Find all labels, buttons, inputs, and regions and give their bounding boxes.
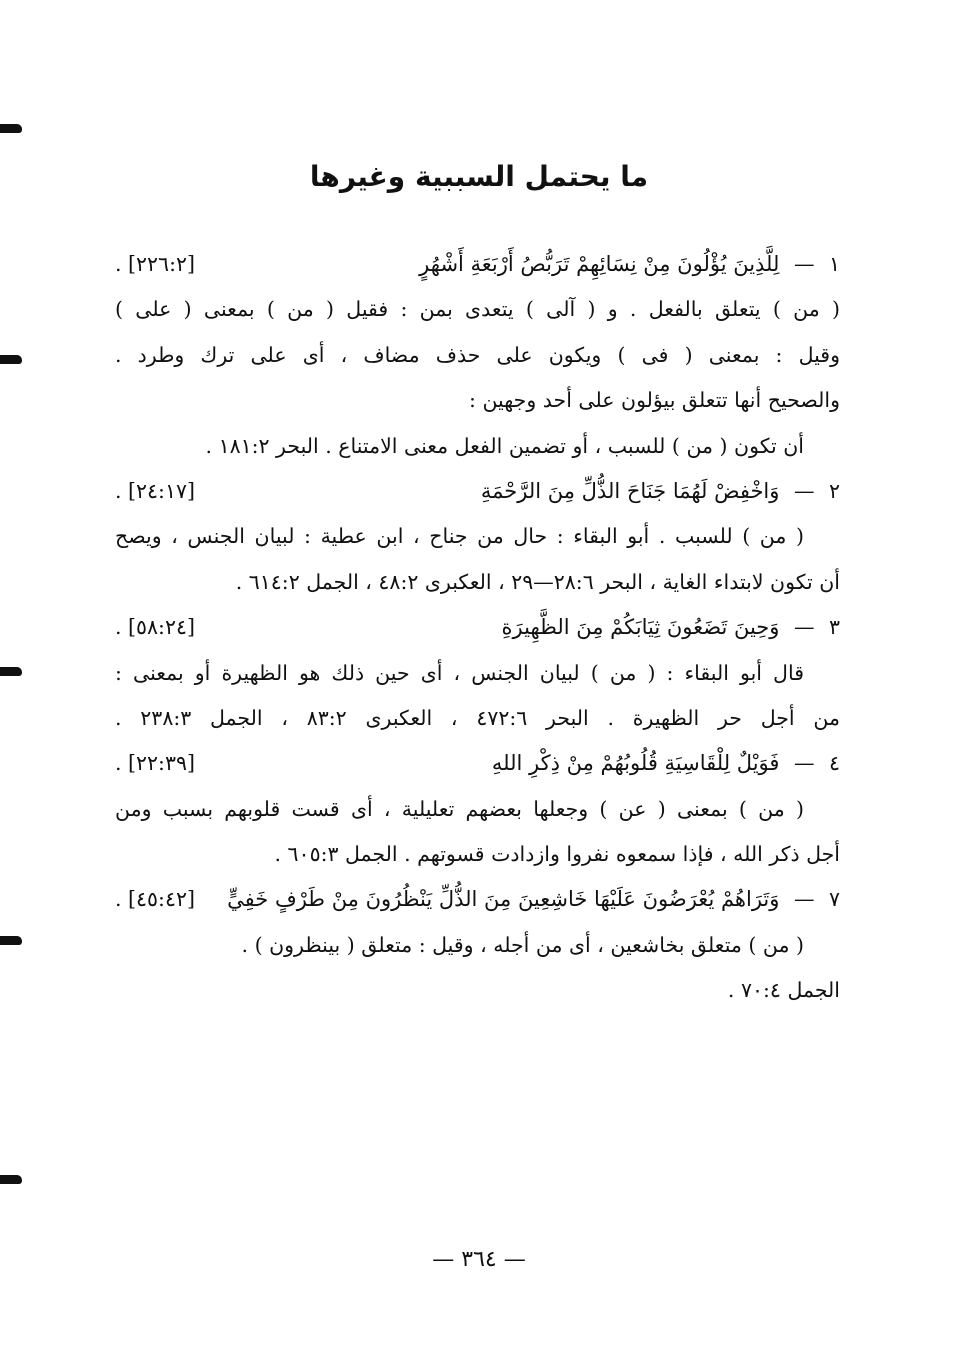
verse-line: [115, 469, 840, 514]
verse-number: ٢: [828, 478, 840, 503]
verse-line: [115, 877, 840, 922]
verse-reference: [٤٥:٤٢] .: [115, 887, 195, 912]
commentary-line: قال أبو البقاء : ( من ) لبيان الجنس ، أى حين ذلك هو الظهيرة أو بمعنى :: [115, 660, 804, 685]
verse-line: [115, 741, 840, 786]
verse-reference: [٢٢٦:٢] .: [115, 252, 195, 276]
verse-number: ١: [828, 252, 840, 276]
verse-dash: —: [793, 887, 815, 912]
verse-reference: [٥٨:٢٤] .: [115, 615, 195, 640]
verse-text: وَاخْفِضْ لَهُمَا جَنَاحَ الذُّلِّ مِنَ الرَّحْمَةِ: [480, 478, 780, 503]
commentary-line: ( من ) متعلق بخاشعين ، أى من أجله ، وقيل : متعلق ( بينظرون ) .: [241, 932, 804, 957]
commentary-line: والصحيح أنها تتعلق بيؤلون على أحد وجهين :: [469, 388, 840, 413]
commentary-line: ( من ) بمعنى ( عن ) وجعلها بعضهم تعليلية ، أى قست قلوبهم بسبب ومن: [115, 796, 804, 821]
commentary-line: ( من ) يتعلق بالفعل . و ( آلى ) يتعدى بمن : فقيل ( من ) بمعنى ( على ): [115, 297, 840, 322]
page-edge-mark: [0, 667, 22, 676]
commentary-line: وقيل : بمعنى ( فى ) ويكون على حذف مضاف ، أى على ترك وطرد .: [115, 342, 840, 367]
verse-reference: [٢٤:١٧] .: [115, 478, 195, 503]
verse-dash: —: [793, 478, 815, 503]
commentary-line: أن تكون ( من ) للسبب ، أو تضمين الفعل معنى الامتناع . البحر ١٨١:٢ .: [205, 433, 804, 458]
commentary-line: أن تكون لابتداء الغاية ، البحر ٢٨:٦—٢٩ ، العكبرى ٤٨:٢ ، الجمل ٦١٤:٢ .: [235, 569, 840, 594]
commentary-line: ( من ) للسبب . أبو البقاء : حال من جناح ، ابن عطية : لبيان الجنس ، ويصح: [115, 524, 804, 549]
page-edge-mark: [0, 124, 22, 133]
verse-line: [115, 242, 840, 287]
verse-number: ٣: [828, 615, 840, 640]
commentary-line: من أجل حر الظهيرة . البحر ٤٧٢:٦ ، العكبرى ٨٣:٢ ، الجمل ٢٣٨:٣ .: [115, 705, 840, 730]
verse-text: وَحِينَ تَضَعُونَ ثِيَابَكُمْ مِنَ الظَّهِيرَةِ: [501, 615, 780, 640]
page-title: ما يحتمل السببية وغيرها: [309, 160, 649, 193]
verse-dash: —: [793, 615, 815, 640]
verse-line: [115, 605, 840, 650]
verse-number: ٤: [828, 751, 840, 776]
verse-reference: [٢٢:٣٩] .: [115, 751, 195, 776]
page-edge-mark: [0, 1175, 22, 1184]
verse-number: ٧: [828, 887, 840, 912]
commentary-line: الجمل ٧٠:٤ .: [727, 978, 840, 1003]
verse-dash: —: [793, 751, 815, 776]
commentary-line: أجل ذكر الله ، فإذا سمعوه نفروا وازدادت قسوتهم . الجمل ٦٠٥:٣ .: [274, 842, 840, 867]
page-body: [115, 242, 840, 1014]
page-edge-mark: [0, 936, 22, 945]
page-edge-mark: [0, 355, 22, 364]
verse-dash: —: [793, 252, 815, 276]
verse-text: لِلَّذِينَ يُؤْلُونَ مِنْ نِسَائِهِمْ تَرَبُّصُ أَرْبَعَةِ أَشْهُرٍ: [419, 252, 780, 276]
verse-text: وَتَرَاهُمْ يُعْرَضُونَ عَلَيْهَا خَاشِعِينَ مِنَ الذُّلِّ يَنْظُرُونَ مِنْ طَرْفٍ خَفِيٍّ: [227, 887, 780, 912]
page-number: — ٣٦٤ —: [432, 1247, 526, 1272]
verse-text: فَوَيْلٌ لِلْقَاسِيَةِ قُلُوبُهُمْ مِنْ ذِكْرِ اللهِ: [491, 751, 780, 776]
